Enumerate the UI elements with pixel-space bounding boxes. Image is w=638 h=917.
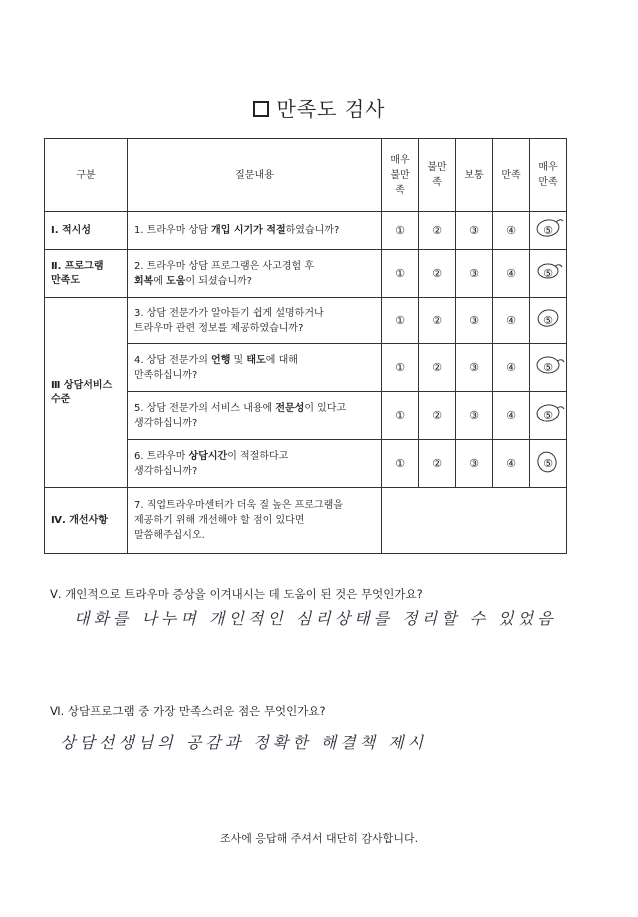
answer-vi-handwritten[interactable]: 상담선생님의 공감과 정확한 해결책 제시 xyxy=(60,733,428,752)
option-1[interactable]: ① xyxy=(382,250,419,298)
option-4[interactable]: ④ xyxy=(493,250,530,298)
header-very-satisfied: 매우 만족 xyxy=(530,139,567,212)
option-3[interactable]: ③ xyxy=(456,392,493,440)
hand-drawn-circle-icon xyxy=(534,306,564,330)
table-row xyxy=(45,212,567,250)
question-2: 2. 트라우마 상담 프로그램은 사고경험 후 회복에 도움이 되셨습니까? xyxy=(128,250,382,298)
hand-drawn-circle-icon xyxy=(534,401,566,425)
header-very-dissatisfied: 매우 불만 족 xyxy=(382,139,419,212)
question-3: 3. 상담 전문가가 알아듣기 쉽게 설명하거나 트라우마 관련 정보를 제공하였습니까? xyxy=(128,298,382,344)
header-question: 질문내용 xyxy=(128,139,382,212)
option-2[interactable]: ② xyxy=(419,212,456,250)
option-1[interactable]: ① xyxy=(382,392,419,440)
option-1[interactable]: ① xyxy=(382,440,419,488)
hand-drawn-circle-icon xyxy=(534,449,564,475)
category-program-satisfaction: Ⅱ. 프로그램 만족도 xyxy=(45,250,128,298)
header-satisfied: 만족 xyxy=(493,139,530,212)
thanks-message: 조사에 응답해 주셔서 대단히 감사합니다. xyxy=(219,832,419,845)
option-2[interactable]: ② xyxy=(419,250,456,298)
question-7: 7. 직업트라우마센터가 더욱 질 높은 프로그램을 제공하기 위해 개선해야 할 점이 있다면 말씀해주십시오. xyxy=(128,488,382,554)
option-3[interactable]: ③ xyxy=(456,212,493,250)
option-2[interactable]: ② xyxy=(419,392,456,440)
option-4[interactable]: ④ xyxy=(493,392,530,440)
question-6: 6. 트라우마 상담시간이 적절하다고 생각하십니까? xyxy=(128,440,382,488)
option-5-selected[interactable]: ⑤ xyxy=(530,298,567,344)
option-2[interactable]: ② xyxy=(419,298,456,344)
improvement-answer-field[interactable] xyxy=(382,488,567,554)
option-4[interactable]: ④ xyxy=(493,298,530,344)
header-neutral: 보통 xyxy=(456,139,493,212)
checkbox-square-icon xyxy=(253,101,269,117)
table-row xyxy=(45,298,567,344)
hand-drawn-circle-icon xyxy=(534,216,564,240)
option-3[interactable]: ③ xyxy=(456,440,493,488)
option-1[interactable]: ① xyxy=(382,298,419,344)
option-3[interactable]: ③ xyxy=(456,298,493,344)
question-v: Ⅴ. 개인적으로 트라우마 증상을 이겨내시는 데 도움이 된 것은 무엇인가요? xyxy=(50,587,423,601)
answer-v-handwritten[interactable]: 대화를 나누며 개인적인 심리상태를 정리할 수 있었음 xyxy=(74,609,557,628)
table-row xyxy=(45,488,567,554)
question-vi: Ⅵ. 상담프로그램 중 가장 만족스러운 점은 무엇인가요? xyxy=(50,704,326,718)
option-5-selected[interactable]: ⑤ xyxy=(530,344,567,392)
question-5: 5. 상담 전문가의 서비스 내용에 전문성이 있다고 생각하십니까? xyxy=(128,392,382,440)
question-1: 1. 트라우마 상담 개입 시기가 적절하였습니까? xyxy=(128,212,382,250)
option-2[interactable]: ② xyxy=(419,440,456,488)
title-text: 만족도 검사 xyxy=(276,97,386,121)
option-4[interactable]: ④ xyxy=(493,440,530,488)
option-4[interactable]: ④ xyxy=(493,344,530,392)
table-row xyxy=(45,250,567,298)
category-timeliness: Ⅰ. 적시성 xyxy=(45,212,128,250)
header-dissatisfied: 불만 족 xyxy=(419,139,456,212)
option-5-selected[interactable]: ⑤ xyxy=(530,440,567,488)
header-row xyxy=(45,139,567,212)
option-1[interactable]: ① xyxy=(382,344,419,392)
option-4[interactable]: ④ xyxy=(493,212,530,250)
option-2[interactable]: ② xyxy=(419,344,456,392)
option-5-selected[interactable]: ⑤ xyxy=(530,212,567,250)
hand-drawn-circle-icon xyxy=(534,353,566,377)
option-1[interactable]: ① xyxy=(382,212,419,250)
header-category: 구분 xyxy=(45,139,128,212)
option-5-selected[interactable]: ⑤ xyxy=(530,392,567,440)
category-improvement: Ⅳ. 개선사항 xyxy=(45,488,128,554)
category-service-level: Ⅲ 상담서비스 수준 xyxy=(45,298,128,488)
survey-table xyxy=(44,138,567,554)
option-5-selected[interactable]: ⑤ xyxy=(530,250,567,298)
question-4: 4. 상담 전문가의 언행 및 태도에 대해 만족하십니까? xyxy=(128,344,382,392)
hand-drawn-circle-icon xyxy=(534,259,564,283)
page-title xyxy=(0,93,638,122)
option-3[interactable]: ③ xyxy=(456,250,493,298)
option-3[interactable]: ③ xyxy=(456,344,493,392)
